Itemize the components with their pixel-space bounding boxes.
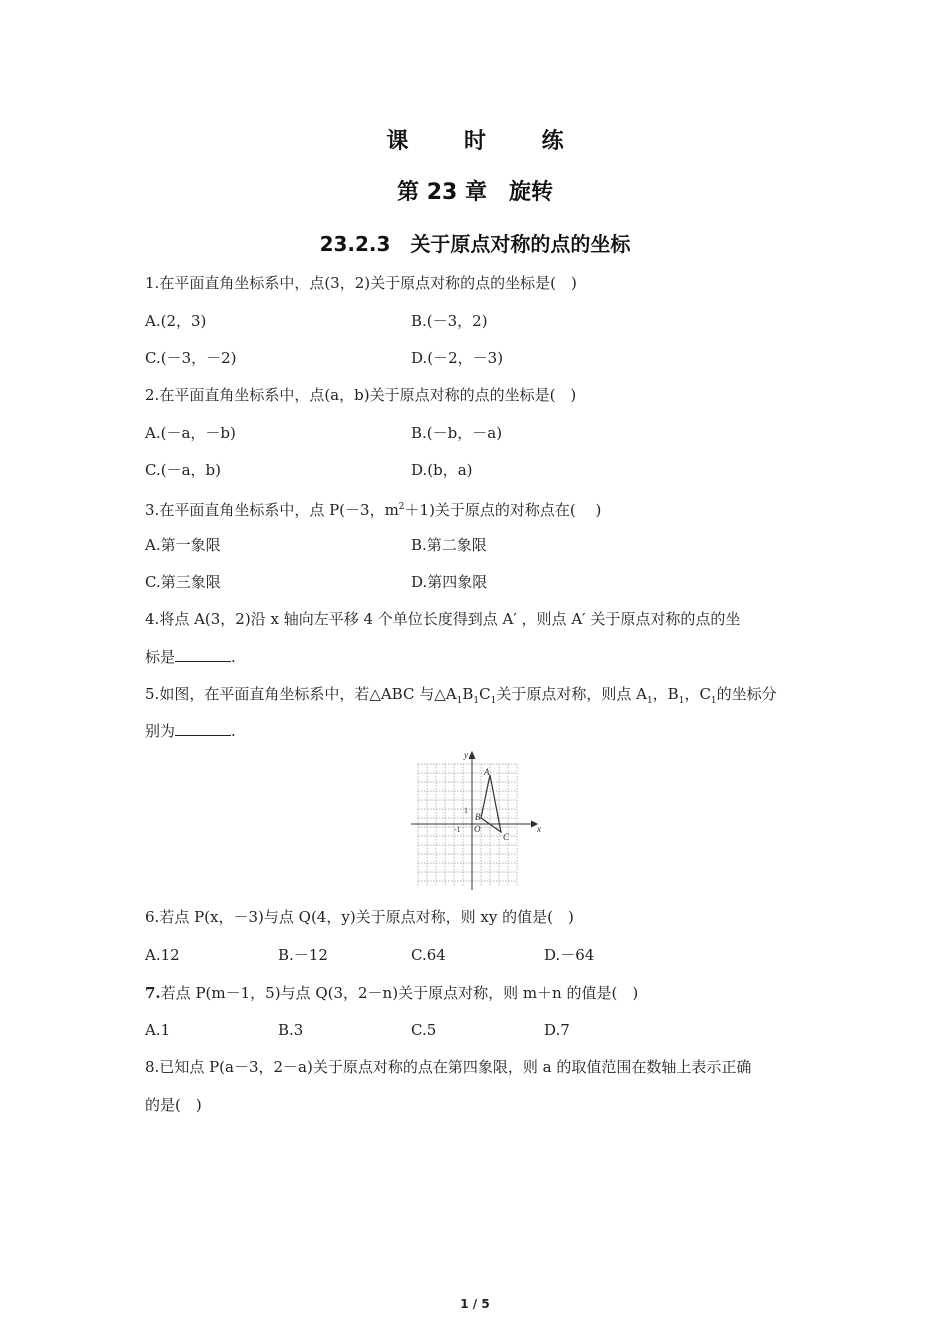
question-8 — [145, 1057, 751, 1077]
point-b-label: B — [475, 812, 481, 822]
question-6 — [145, 907, 574, 927]
option-d[interactable]: D.第四象限 — [411, 573, 488, 591]
question-5 — [145, 684, 777, 711]
option-c[interactable]: C.5 — [411, 1021, 437, 1039]
option-d[interactable]: D.(b，a) — [411, 461, 473, 479]
question-stem: 的是( ) — [145, 1096, 202, 1114]
subscript: 1 — [456, 696, 463, 706]
question-number: 2. — [145, 386, 160, 404]
x-axis-label: x — [537, 824, 541, 834]
point-a-label: A — [484, 767, 490, 777]
question-stem: 在平面直角坐标系中，点(3，2)关于原点对称的点的坐标是( ) — [159, 274, 577, 292]
y-axis-label: y — [464, 750, 468, 760]
subscript: 1 — [490, 696, 497, 706]
origin-label: O — [474, 824, 481, 834]
question-number: 3. — [145, 501, 160, 519]
question-number: 8. — [145, 1058, 160, 1076]
subscript: 1 — [710, 696, 717, 706]
option-b[interactable]: B.第二象限 — [411, 536, 487, 554]
question-number: 7. — [145, 984, 161, 1002]
answer-blank[interactable] — [175, 647, 231, 662]
question-stem: 在平面直角坐标系中，点 P(－3，m — [159, 501, 399, 519]
question-1 — [145, 273, 577, 293]
question-number: 6. — [145, 908, 160, 926]
question-stem: 别为 — [145, 722, 176, 740]
page-title: 课 时 练 — [386, 129, 588, 154]
answer-blank[interactable] — [175, 721, 231, 736]
question-stem: ，C — [684, 685, 711, 703]
option-b[interactable]: B.3 — [278, 1021, 304, 1039]
question-stem: 在平面直角坐标系中，点(a，b)关于原点对称的点的坐标是( ) — [159, 386, 577, 404]
tick-label-neg1: -1 — [454, 825, 461, 834]
option-c[interactable]: C.64 — [411, 946, 446, 964]
question-number: 1. — [145, 274, 160, 292]
question-stem: ，B — [652, 685, 679, 703]
subscript: 1 — [678, 696, 685, 706]
option-d[interactable]: D.－64 — [544, 946, 595, 964]
coordinate-figure — [408, 750, 544, 892]
question-stem: B — [462, 685, 474, 703]
section-title: 23.2.3 关于原点对称的点的坐标 — [319, 232, 631, 256]
question-7 — [145, 983, 638, 1003]
option-c[interactable]: C.第三象限 — [145, 573, 221, 591]
question-4-cont: 标是 . — [145, 648, 236, 666]
question-stem: 关于原点对称，则点 A — [496, 685, 647, 703]
option-a[interactable]: A.1 — [145, 1021, 171, 1039]
question-number: 5. — [145, 685, 160, 703]
question-stem: 如图，在平面直角坐标系中，若△ABC 与△A — [159, 685, 457, 703]
question-number: 4. — [145, 610, 160, 628]
question-stem: 已知点 P(a－3，2－a)关于原点对称的点在第四象限，则 a 的取值范围在数轴上表示正确 — [159, 1058, 752, 1076]
option-a[interactable]: A.12 — [145, 946, 180, 964]
question-2 — [145, 385, 576, 405]
option-c[interactable]: C.(－3，－2) — [145, 349, 237, 367]
axes — [411, 752, 537, 890]
question-stem: 若点 P(m－1，5)与点 Q(3，2－n)关于原点对称，则 m＋n 的值是( ) — [160, 984, 639, 1002]
tick-label-1: 1 — [464, 806, 468, 815]
grid — [418, 764, 517, 886]
question-stem: 标是 — [145, 648, 176, 666]
question-stem: 将点 A(3，2)沿 x 轴向左平移 4 个单位长度得到点 A′ ，则点 A′ 关于原点对称的点的坐 — [159, 610, 741, 628]
question-stem: 的坐标分 — [716, 685, 777, 703]
option-a[interactable]: A.第一象限 — [145, 536, 221, 554]
option-b[interactable]: B.(－3，2) — [411, 312, 488, 330]
question-3 — [145, 497, 601, 520]
option-b[interactable]: B.(－b，－a) — [411, 424, 503, 442]
superscript: 2 — [398, 502, 405, 512]
subscript: 1 — [473, 696, 480, 706]
chapter-title: 第 23 章 旋转 — [397, 180, 553, 205]
page-number: 1 / 5 — [460, 1297, 490, 1311]
option-d[interactable]: D.7 — [544, 1021, 570, 1039]
point-c-label: C — [503, 832, 510, 842]
subscript: 1 — [646, 696, 653, 706]
option-a[interactable]: A.(2，3) — [145, 312, 207, 330]
option-b[interactable]: B.－12 — [278, 946, 328, 964]
question-5-cont: 别为 . — [145, 722, 236, 740]
option-c[interactable]: C.(－a，b) — [145, 461, 221, 479]
triangle-abc — [481, 775, 501, 832]
question-4 — [145, 609, 740, 629]
question-stem: 若点 P(x，－3)与点 Q(4，y)关于原点对称，则 xy 的值是( ) — [159, 908, 574, 926]
option-d[interactable]: D.(－2，－3) — [411, 349, 504, 367]
question-stem: C — [479, 685, 491, 703]
question-stem: ＋1)关于原点的对称点在( ) — [404, 501, 602, 519]
question-8-cont — [145, 1095, 202, 1115]
option-a[interactable]: A.(－a，－b) — [145, 424, 236, 442]
